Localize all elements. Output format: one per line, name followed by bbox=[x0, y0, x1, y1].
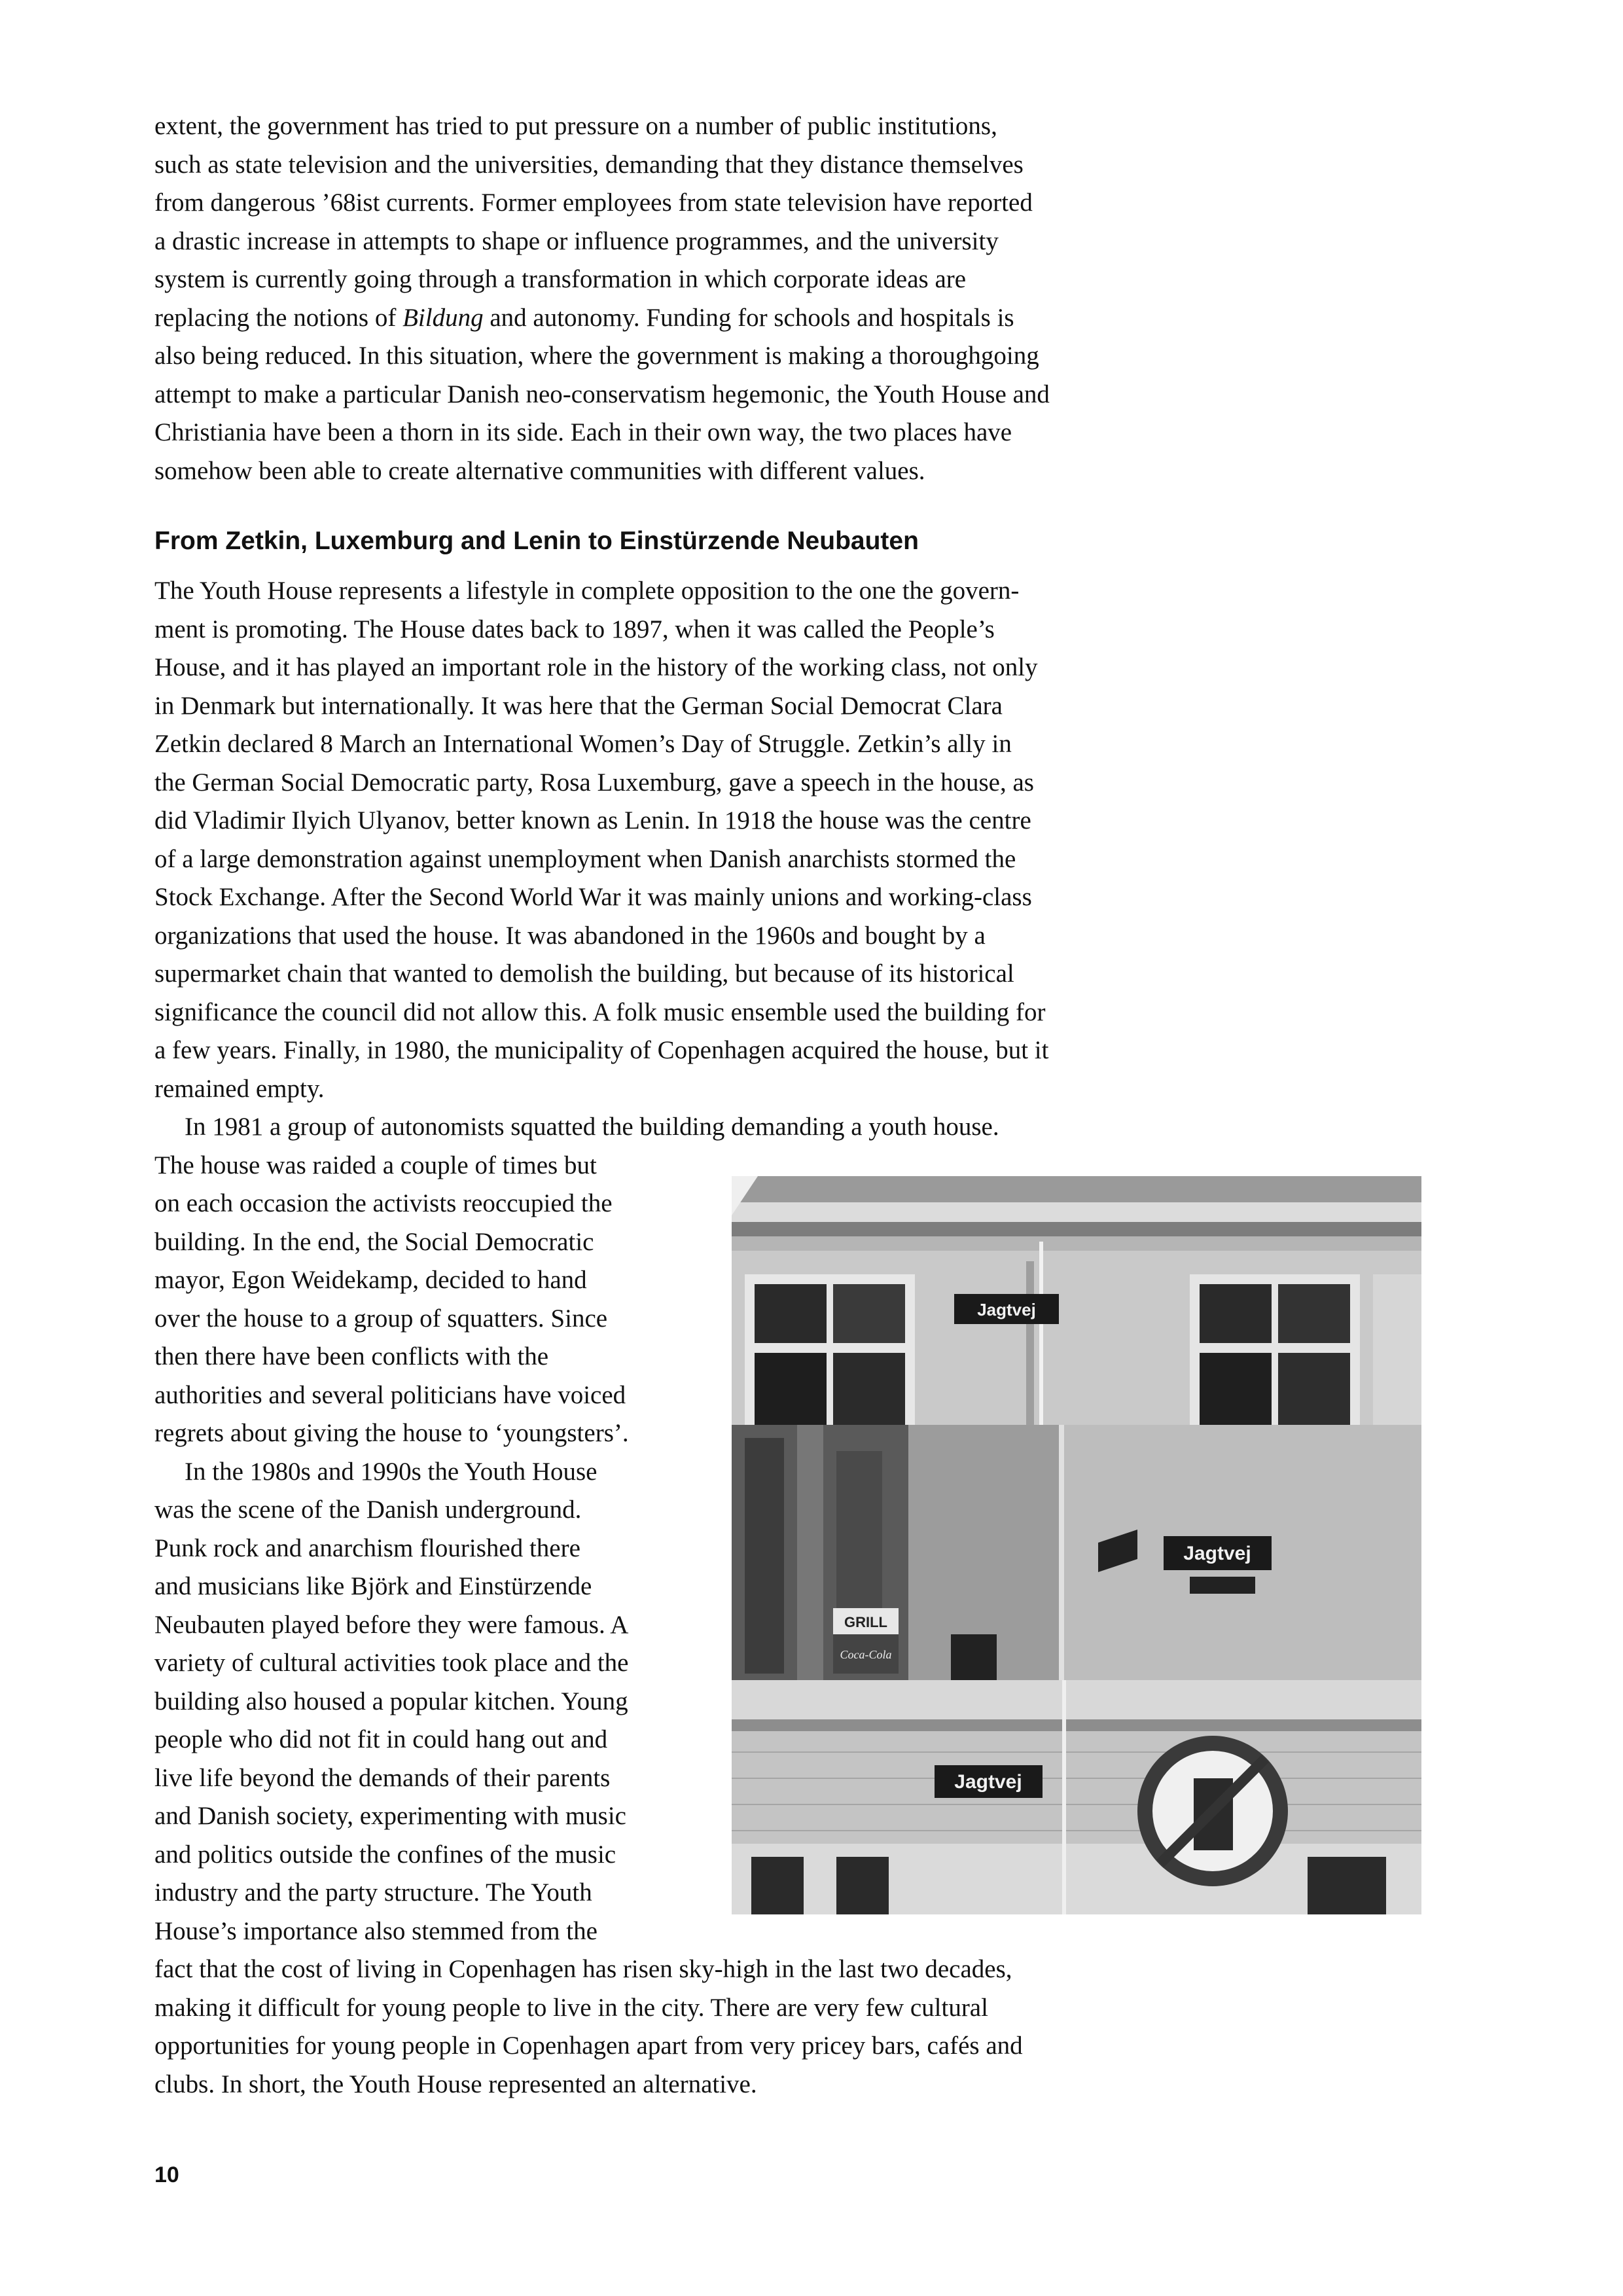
text-line: In the 1980s and 1990s the Youth House bbox=[185, 1457, 597, 1486]
text-line: somehow been able to create alternative communities with different values. bbox=[154, 456, 925, 485]
text-line: then there have been conflicts with the bbox=[154, 1342, 549, 1371]
text-line: people who did not fit in could hang out and bbox=[154, 1725, 608, 1753]
bildung-term: Bildung bbox=[402, 303, 484, 332]
building-corner-image bbox=[732, 1176, 1421, 1425]
text-line: The house was raided a couple of times but bbox=[154, 1151, 597, 1179]
text-line: Punk rock and anarchism flourished there bbox=[154, 1534, 580, 1562]
street-sign-label: Jagtvej bbox=[954, 1771, 1022, 1793]
text-line: opportunities for young people in Copenhagen apart from very pricey bars, cafés and bbox=[154, 2032, 1023, 2060]
text-fragment: and autonomy. Funding for schools and hospitals is bbox=[483, 303, 1014, 332]
text-line: ment is promoting. The House dates back to 1897, when it was called the People’s bbox=[154, 615, 995, 643]
traffic-sign-image bbox=[732, 1680, 1421, 1914]
text-line: live life beyond the demands of their parents bbox=[154, 1763, 611, 1792]
text-line: such as state television and the universities, demanding that they distance themselves bbox=[154, 150, 1024, 179]
text-line: Christiania have been a thorn in its side. Each in their own way, the two places have bbox=[154, 418, 1012, 446]
text-line: also being reduced. In this situation, where the government is making a thoroughgoing bbox=[154, 342, 1039, 370]
text-line: on each occasion the activists reoccupied the bbox=[154, 1189, 613, 1217]
text-line: The Youth House represents a lifestyle in complete opposition to the one the govern- bbox=[154, 577, 1020, 605]
text-line: building. In the end, the Social Democratic bbox=[154, 1227, 594, 1256]
photo-traffic-sign bbox=[732, 1680, 1421, 1914]
text-line: building also housed a popular kitchen. Young bbox=[154, 1687, 628, 1715]
street-corner-image bbox=[732, 1425, 1421, 1680]
text-line: over the house to a group of squatters. Since bbox=[154, 1304, 608, 1333]
text-line: authorities and several politicians have voiced bbox=[154, 1380, 626, 1409]
text-line: remained empty. bbox=[154, 1074, 325, 1103]
text-line: the German Social Democratic party, Rosa Luxemburg, gave a speech in the house, as bbox=[154, 768, 1034, 797]
text-line: and Danish society, experimenting with music bbox=[154, 1802, 626, 1830]
intro-paragraph bbox=[154, 107, 1050, 490]
text-line: variety of cultural activities took place and the bbox=[154, 1649, 629, 1677]
text-line: supermarket chain that wanted to demolish the building, but because of its historical bbox=[154, 960, 1014, 988]
text-line: making it difficult for young people to live in the city. There are very few cultural bbox=[154, 1993, 988, 2022]
text-line: Neubauten played before they were famous. A bbox=[154, 1610, 629, 1639]
photo-building-corner bbox=[732, 1176, 1421, 1425]
text-line: attempt to make a particular Danish neo-conservatism hegemonic, the Youth House and bbox=[154, 380, 1050, 408]
paragraph-history bbox=[154, 572, 1048, 1108]
text-line: House’s importance also stemmed from the bbox=[154, 1916, 597, 1945]
text-line: regrets about giving the house to ‘youngsters’. bbox=[154, 1419, 629, 1447]
text-line: organizations that used the house. It was abandoned in the 1960s and bought by a bbox=[154, 921, 986, 950]
grill-sign-label: GRILL bbox=[844, 1614, 887, 1630]
text-line: Stock Exchange. After the Second World War it was mainly unions and working-class bbox=[154, 883, 1032, 911]
text-line: industry and the party structure. The Youth bbox=[154, 1878, 592, 1907]
text-line: of a large demonstration against unemployment when Danish anarchists stormed the bbox=[154, 844, 1016, 873]
text-line: clubs. In short, the Youth House represented an alternative. bbox=[154, 2070, 757, 2098]
text-fragment: replacing the notions of bbox=[154, 303, 403, 332]
photo-street-corner bbox=[732, 1425, 1421, 1680]
text-line: system is currently going through a transformation in which corporate ideas are bbox=[154, 265, 967, 293]
text-line: In 1981 a group of autonomists squatted the building demanding a youth house. bbox=[185, 1113, 999, 1141]
text-line: and musicians like Björk and Einstürzende bbox=[154, 1572, 592, 1600]
text-line: Zetkin declared 8 March an International Women’s Day of Struggle. Zetkin’s ally in bbox=[154, 730, 1012, 758]
text-line: a drastic increase in attempts to shape or influence programmes, and the university bbox=[154, 226, 999, 255]
text-line: mayor, Egon Weidekamp, decided to hand bbox=[154, 1266, 587, 1294]
street-sign-label: Jagtvej bbox=[977, 1300, 1036, 1319]
text-line: fact that the cost of living in Copenhagen has risen sky-high in the last two decades, bbox=[154, 1955, 1012, 1983]
text-line: extent, the government has tried to put pressure on a number of public institutions, bbox=[154, 112, 997, 140]
text-line: significance the council did not allow this. A folk music ensemble used the building for bbox=[154, 997, 1046, 1026]
coke-sign-label: Coca-Cola bbox=[840, 1648, 892, 1661]
text-line: was the scene of the Danish underground. bbox=[154, 1496, 582, 1524]
text-line: did Vladimir Ilyich Ulyanov, better known as Lenin. In 1918 the house was the centre bbox=[154, 806, 1031, 834]
text-line: in Denmark but internationally. It was here that the German Social Democrat Clara bbox=[154, 691, 1003, 720]
section-heading: From Zetkin, Luxemburg and Lenin to Einstürzende Neubauten bbox=[154, 527, 919, 555]
text-line: House, and it has played an important role in the history of the working class, not only bbox=[154, 653, 1038, 681]
text-line: from dangerous ’68ist currents. Former employees from state television have reported bbox=[154, 188, 1033, 217]
page-number: 10 bbox=[154, 2162, 179, 2187]
text-line: and politics outside the confines of the music bbox=[154, 1840, 616, 1869]
text-line: a few years. Finally, in 1980, the municipality of Copenhagen acquired the house, but it bbox=[154, 1036, 1049, 1064]
street-sign-label: Jagtvej bbox=[1183, 1543, 1251, 1564]
text-line bbox=[154, 299, 1050, 338]
